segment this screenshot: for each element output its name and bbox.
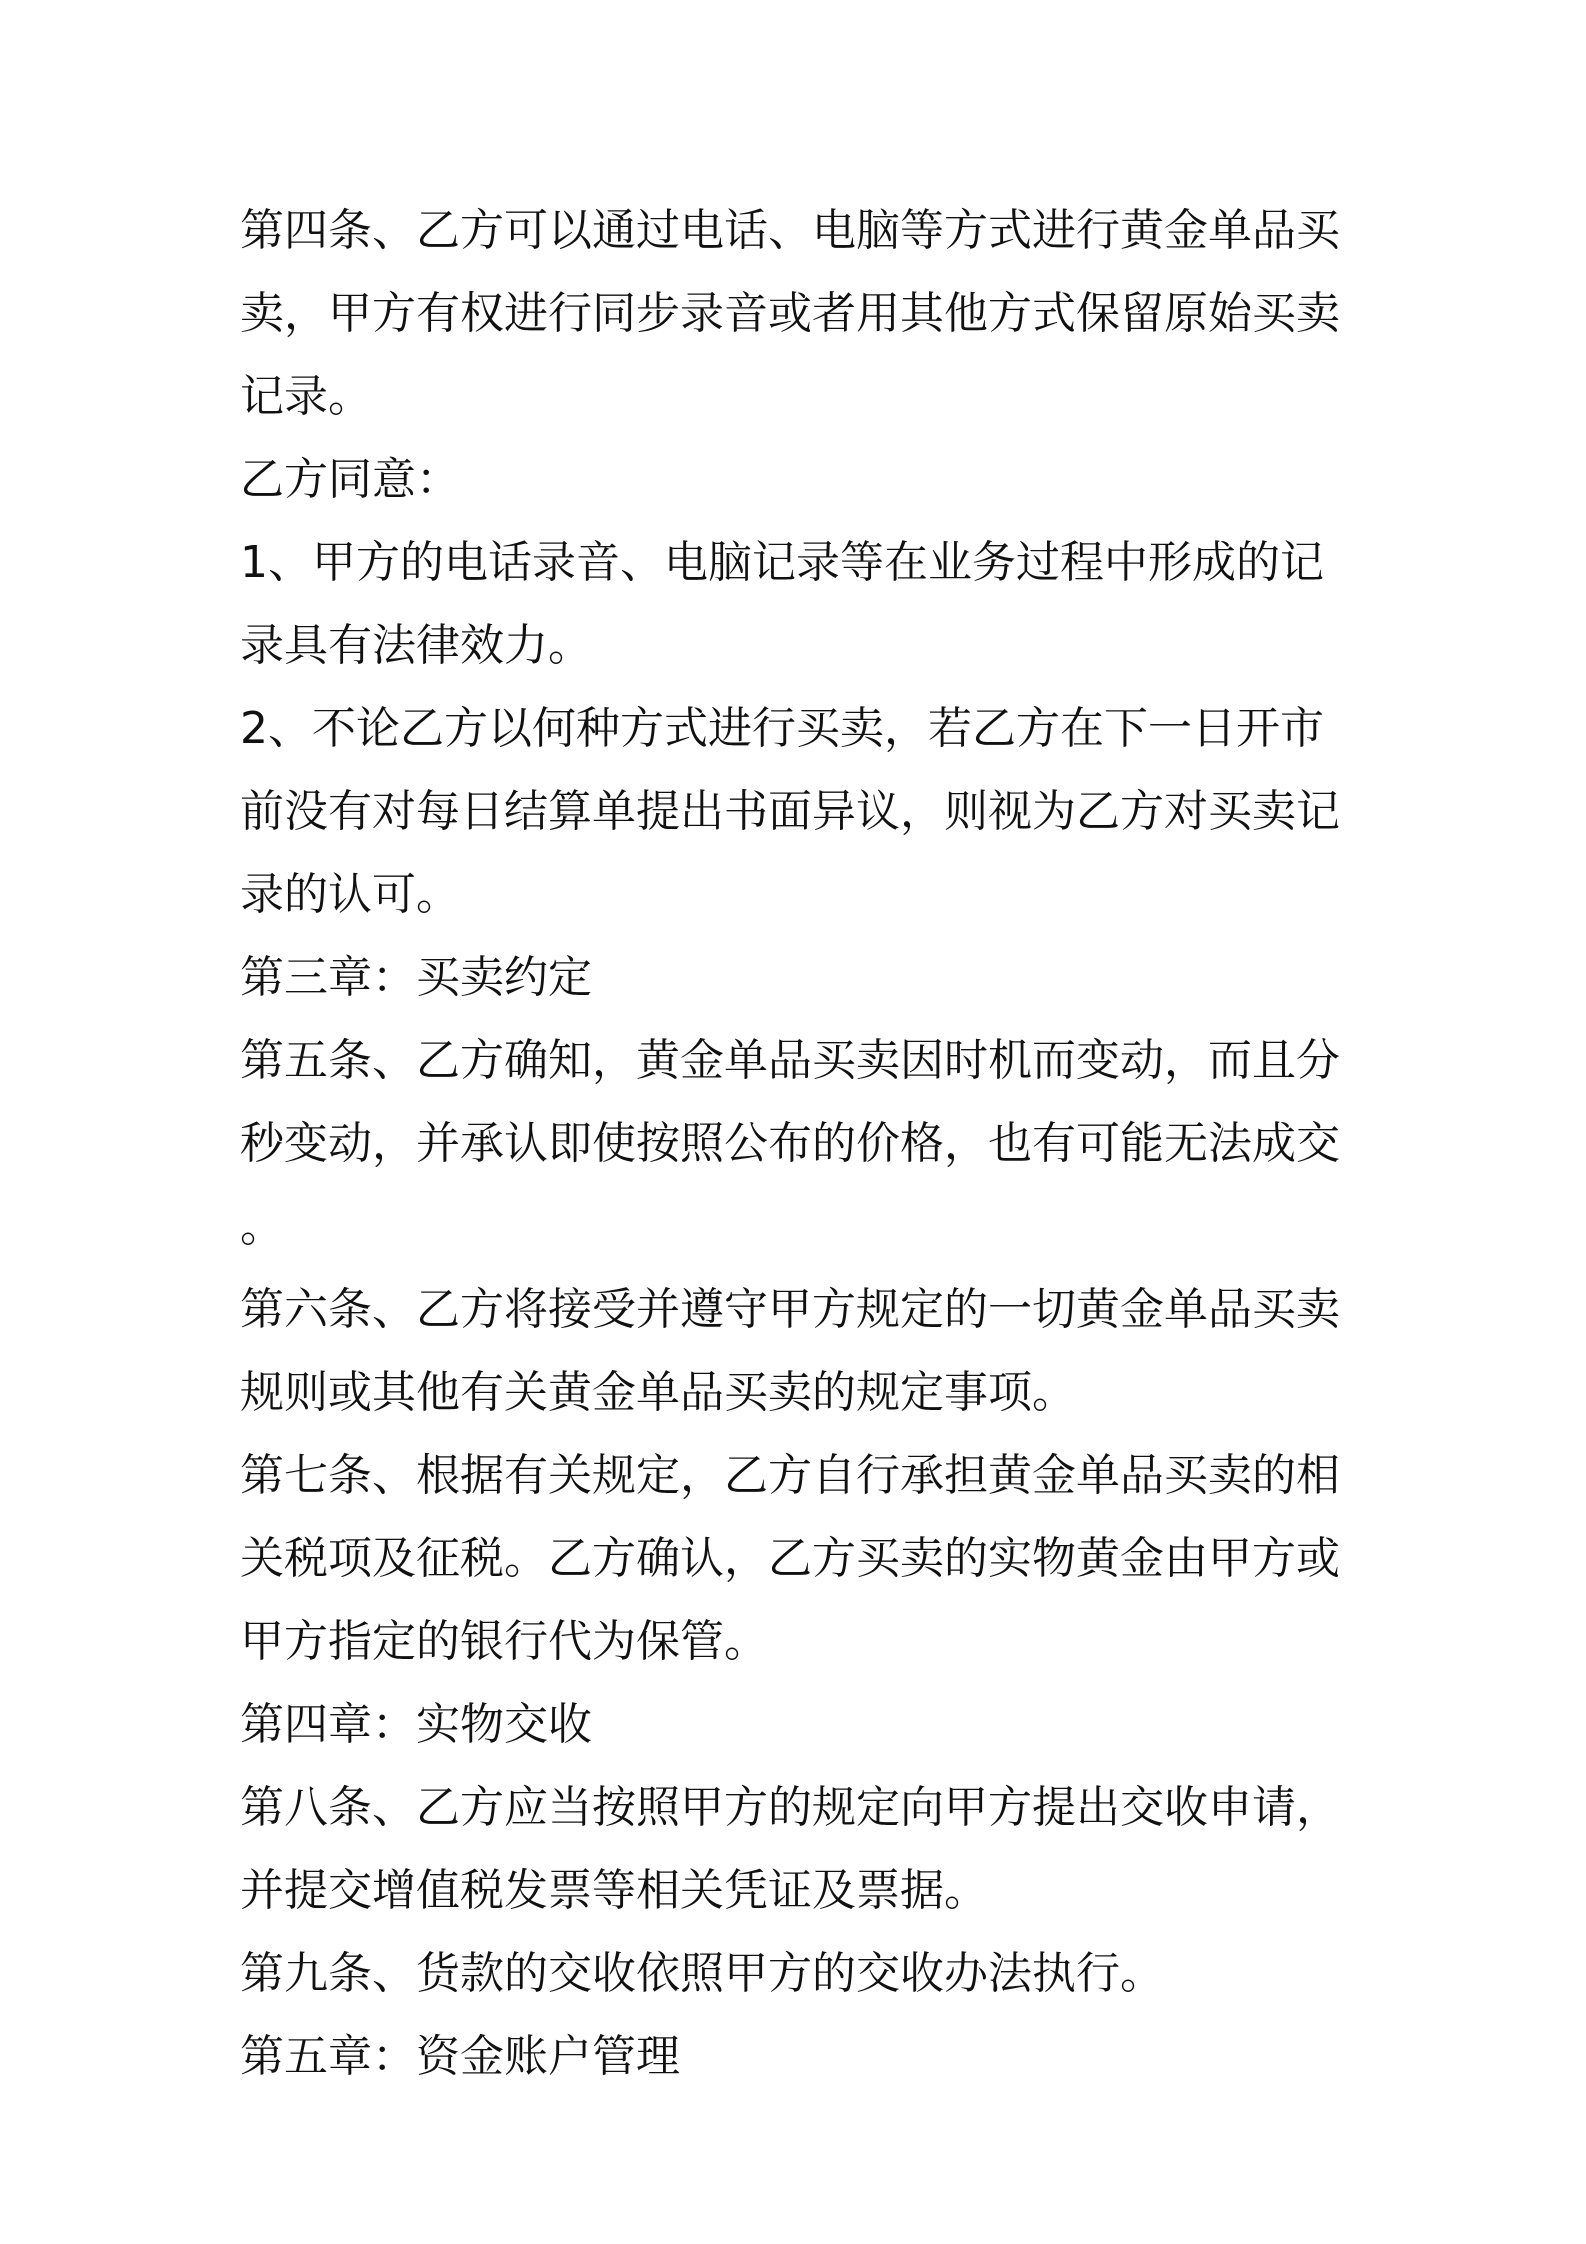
article-4-paragraph: 第四条、乙方可以通过电话、电脑等方式进行黄金单品买卖，甲方有权进行同步录音或者用其他方式保留原始买卖记录。 [240,205,1340,422]
agreement-item-2-paragraph: 2、不论乙方以何种方式进行买卖，若乙方在下一日开市前没有对每日结算单提出书面异议，则视为乙方对买卖记录的认可。 [240,703,1340,920]
article-5-paragraph: 第五条、乙方确知，黄金单品买卖因时机而变动，而且分秒变动，并承认即使按照公布的价格，也有可能无法成交。 [240,1035,1340,1252]
article-9-paragraph: 第九条、货款的交收依照甲方的交收办法执行。 [240,1948,1164,1999]
article-6-paragraph: 第六条、乙方将接受并遵守甲方规定的一切黄金单品买卖规则或其他有关黄金单品买卖的规定事项。 [240,1284,1340,1418]
party-b-agrees-paragraph: 乙方同意： [240,454,460,505]
chapter-3-heading: 第三章：买卖约定 [240,952,592,1003]
chapter-4-heading: 第四章：实物交收 [240,1699,592,1750]
document-body [240,189,1355,2098]
chapter-5-heading: 第五章：资金账户管理 [240,2031,680,2082]
agreement-item-1-paragraph: 1、甲方的电话录音、电脑记录等在业务过程中形成的记录具有法律效力。 [240,537,1324,671]
article-7-paragraph: 第七条、根据有关规定，乙方自行承担黄金单品买卖的相关税项及征税。乙方确认，乙方买卖的实物黄金由甲方或甲方指定的银行代为保管。 [240,1450,1340,1667]
article-8-paragraph: 第八条、乙方应当按照甲方的规定向甲方提出交收申请，并提交增值税发票等相关凭证及票据。 [240,1782,1340,1916]
